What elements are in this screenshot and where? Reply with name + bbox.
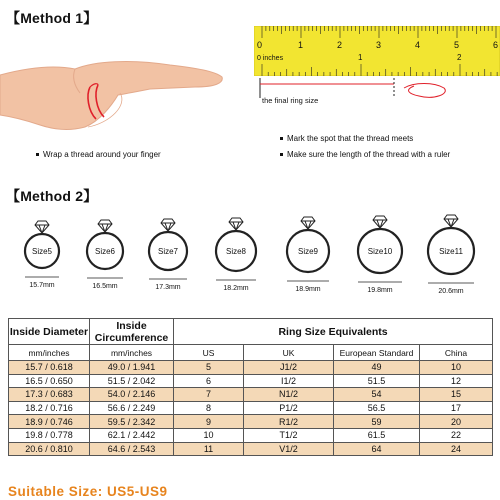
- ruler-inch-label: 2: [457, 53, 462, 62]
- table-row: [9, 415, 493, 429]
- ruler-cm-label: 4: [415, 40, 421, 50]
- circumference-cell: 49.0 / 1.941: [90, 361, 174, 375]
- ring-size-equivalents-header: Ring Size Equivalents: [174, 319, 493, 345]
- ring-size-label: Size8: [225, 247, 247, 256]
- circumference-cell: 54.0 / 2.146: [90, 388, 174, 402]
- ruler-cm-label: 6: [493, 40, 499, 50]
- diameter-cell: 16.5 / 0.650: [9, 374, 90, 388]
- european-header: European Standard: [334, 345, 420, 361]
- ring-diameter-label: 20.6mm: [438, 288, 464, 295]
- table-row: [9, 401, 493, 415]
- uk-cell: P1/2: [244, 401, 334, 415]
- ring-size-label: Size6: [94, 247, 116, 256]
- suitable-size-text: Suitable Size: US5-US9: [8, 484, 168, 499]
- ring-size-label: Size10: [367, 247, 393, 256]
- diamond-icon: [373, 216, 387, 228]
- diameter-cell: 17.3 / 0.683: [9, 388, 90, 402]
- final-ring-size-label: the final ring size: [262, 96, 319, 105]
- ring-size-label: Size5: [31, 247, 53, 256]
- bullet-icon: [280, 153, 283, 156]
- china-cell: 22: [420, 428, 493, 442]
- uk-cell: N1/2: [244, 388, 334, 402]
- ring-diameter-label: 19.8mm: [367, 287, 393, 294]
- ring-size6: [87, 220, 123, 290]
- eu-cell: 56.5: [334, 401, 420, 415]
- table-row: [9, 374, 493, 388]
- china-cell: 12: [420, 374, 493, 388]
- uk-cell: V1/2: [244, 442, 334, 456]
- ring-size-table: [8, 318, 493, 456]
- china-header: China: [420, 345, 493, 361]
- method1-title: 【Method 1】: [6, 10, 98, 26]
- diameter-cell: 18.9 / 0.746: [9, 415, 90, 429]
- circumference-cell: 56.6 / 2.249: [90, 401, 174, 415]
- ruler-cm-label: 5: [454, 40, 460, 50]
- us-cell: 9: [174, 415, 244, 429]
- mark-spot-note: [280, 134, 413, 143]
- china-cell: 24: [420, 442, 493, 456]
- diamond-icon: [35, 221, 49, 233]
- ruler-inch-label: 1: [358, 53, 363, 62]
- china-cell: 20: [420, 415, 493, 429]
- eu-cell: 49: [334, 361, 420, 375]
- table-row: [9, 388, 493, 402]
- ring-diameter-label: 18.2mm: [223, 285, 249, 292]
- us-cell: 8: [174, 401, 244, 415]
- china-cell: 10: [420, 361, 493, 375]
- circumference-cell: 59.5 / 2.342: [90, 415, 174, 429]
- ring-size-label: Size11: [439, 247, 463, 256]
- ring-size-chart: [0, 208, 500, 308]
- circumference-unit-header: mm/inches: [90, 345, 174, 361]
- inside-circumference-header: Inside Circumference: [90, 319, 174, 345]
- ring-size8: [216, 218, 256, 292]
- diamond-icon: [161, 219, 175, 231]
- wrap-thread-note: [36, 150, 161, 159]
- diameter-cell: 18.2 / 0.716: [9, 401, 90, 415]
- us-cell: 5: [174, 361, 244, 375]
- diameter-cell: 19.8 / 0.778: [9, 428, 90, 442]
- bullet-icon: [36, 153, 39, 156]
- circumference-cell: 51.5 / 2.042: [90, 374, 174, 388]
- ring-size-label: Size7: [157, 247, 179, 256]
- uk-header: UK: [244, 345, 334, 361]
- ring-size5: [25, 221, 59, 289]
- ring-diameter-label: 18.9mm: [295, 286, 321, 293]
- ruler: [254, 26, 500, 76]
- mark-spot-text: Mark the spot that the thread meets: [287, 134, 414, 143]
- uk-cell: R1/2: [244, 415, 334, 429]
- ruler-inch-unit: 0 inches: [257, 55, 284, 62]
- ring-diameter-label: 17.3mm: [155, 284, 181, 291]
- ring-size-label: Size9: [297, 247, 319, 256]
- hand-illustration: [0, 35, 225, 135]
- uk-cell: T1/2: [244, 428, 334, 442]
- ring-diameter-label: 16.5mm: [92, 283, 118, 290]
- china-cell: 17: [420, 401, 493, 415]
- ruler-cm-zero: 0: [257, 40, 263, 50]
- ruler-cm-label: 1: [298, 40, 304, 50]
- diamond-icon: [301, 217, 315, 229]
- wrap-thread-text: Wrap a thread around your finger: [43, 150, 161, 159]
- method2-title: 【Method 2】: [6, 188, 98, 204]
- us-header: US: [174, 345, 244, 361]
- ring-size9: [287, 217, 329, 293]
- ruler-cm-label: 2: [337, 40, 343, 50]
- ring-size11: [428, 215, 474, 295]
- table-row: [9, 428, 493, 442]
- eu-cell: 64: [334, 442, 420, 456]
- eu-cell: 61.5: [334, 428, 420, 442]
- uk-cell: J1/2: [244, 361, 334, 375]
- uk-cell: I1/2: [244, 374, 334, 388]
- measure-thread-text: Make sure the length of the thread with a ruler: [287, 150, 451, 159]
- eu-cell: 59: [334, 415, 420, 429]
- eu-cell: 51.5: [334, 374, 420, 388]
- diamond-icon: [229, 218, 243, 230]
- us-cell: 6: [174, 374, 244, 388]
- ring-diameter-label: 15.7mm: [29, 282, 55, 289]
- inside-diameter-header: Inside Diameter: [9, 319, 90, 345]
- diamond-icon: [444, 215, 458, 227]
- table-row: [9, 442, 493, 456]
- bullet-icon: [280, 137, 283, 140]
- measure-thread-note: [280, 150, 450, 159]
- diamond-icon: [98, 220, 112, 232]
- table-row: [9, 361, 493, 375]
- china-cell: 15: [420, 388, 493, 402]
- us-cell: 7: [174, 388, 244, 402]
- circumference-cell: 62.1 / 2.442: [90, 428, 174, 442]
- diameter-cell: 20.6 / 0.810: [9, 442, 90, 456]
- us-cell: 10: [174, 428, 244, 442]
- table-subheader-row: [9, 345, 493, 361]
- us-cell: 11: [174, 442, 244, 456]
- ring-size10: [358, 216, 402, 294]
- circumference-cell: 64.6 / 2.543: [90, 442, 174, 456]
- table-header-row: [9, 319, 493, 345]
- diameter-cell: 15.7 / 0.618: [9, 361, 90, 375]
- ruler-cm-label: 3: [376, 40, 382, 50]
- ring-size7: [149, 219, 187, 291]
- diameter-unit-header: mm/inches: [9, 345, 90, 361]
- eu-cell: 54: [334, 388, 420, 402]
